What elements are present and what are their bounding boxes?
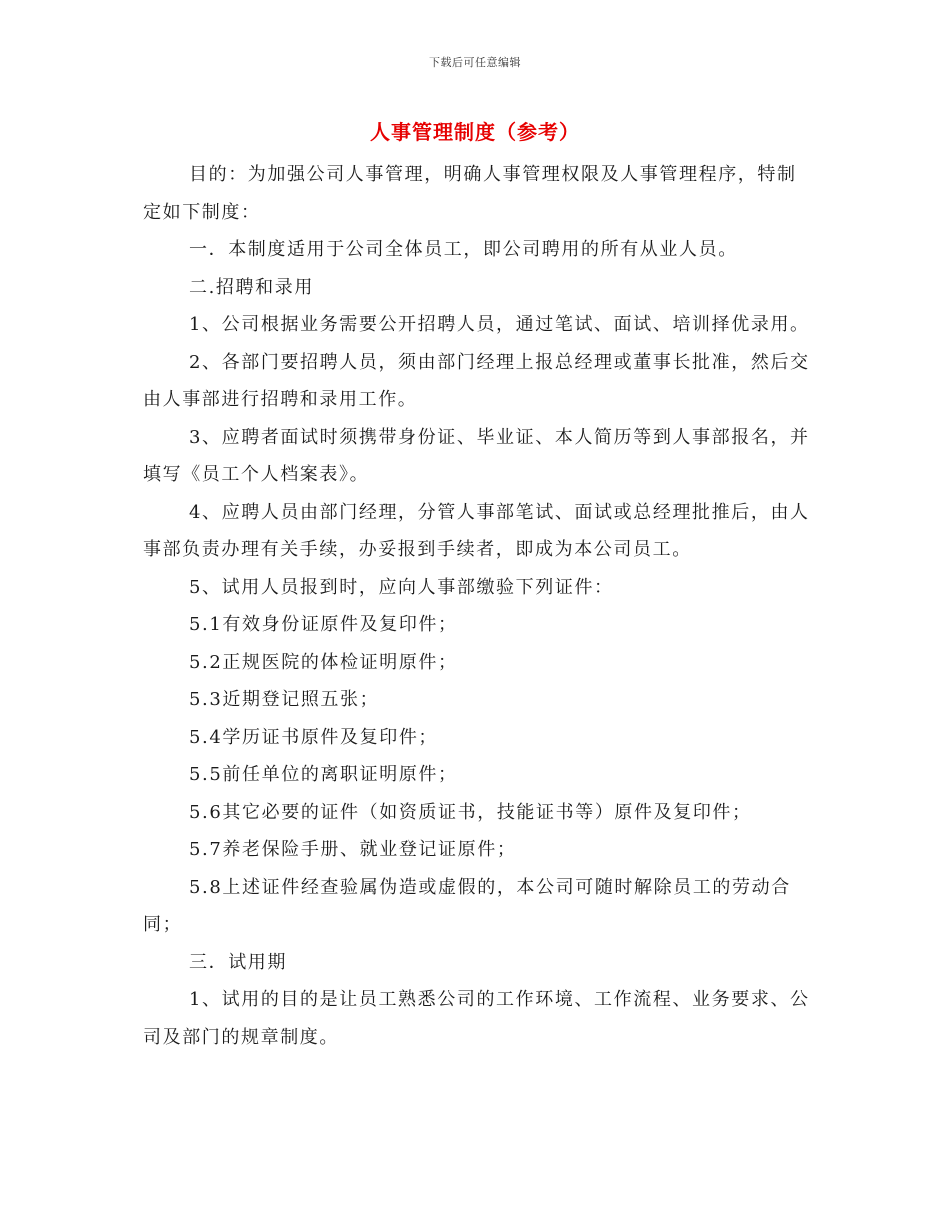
list-item-5-6: 5.6其它必要的证件（如资质证书，技能证书等）原件及复印件； (189, 801, 752, 823)
list-item-5-5: 5.5前任单位的离职证明原件； (189, 764, 458, 785)
document-body (143, 156, 815, 1056)
heading-probation: 三．试用期 (189, 951, 287, 973)
header-note: 下载后可任意编辑 (429, 56, 521, 69)
list-item-5-8: 5.8上述证件经查验属伪造或虚假的，本公司可随时解除员工的劳动合同； (143, 876, 791, 935)
paragraph-recruit-4: 4、应聘人员由部门经理，分管人事部笔试、面试或总经理批推后，由人事部负责办理有关手续，办妥报到手续者，即成为本公司员工。 (143, 501, 810, 560)
paragraph-recruit-5: 5、试用人员报到时，应向人事部缴验下列证件： (189, 576, 614, 598)
list-item-5-4: 5.4学历证书原件及复印件； (189, 726, 439, 748)
paragraph-recruit-1: 1、公司根据业务需要公开招聘人员，通过笔试、面试、培训择优录用。 (189, 314, 810, 335)
paragraph-probation-1: 1、试用的目的是让员工熟悉公司的工作环境、工作流程、业务要求、公司及部门的规章制度。 (143, 989, 810, 1048)
list-item-5-2: 5.2正规医院的体检证明原件； (189, 651, 458, 673)
list-item-5-3: 5.3近期登记照五张； (189, 689, 380, 710)
paragraph-recruit-3: 3、应聘者面试时须携带身份证、毕业证、本人简历等到人事部报名，并填写《员工个人档案表》。 (143, 426, 810, 485)
paragraph-recruit-2: 2、各部门要招聘人员，须由部门经理上报总经理或董事长批准，然后交由人事部进行招聘和录用工作。 (143, 351, 810, 410)
list-item-5-7: 5.7养老保险手册、就业登记证原件； (189, 839, 517, 860)
paragraph-purpose: 目的：为加强公司人事管理，明确人事管理权限及人事管理程序，特制定如下制度： (143, 164, 797, 223)
document-title: 人事管理制度（参考） (370, 120, 580, 144)
paragraph-section-1: 一．本制度适用于公司全体员工，即公司聘用的所有从业人员。 (189, 239, 738, 260)
heading-recruitment: 二.招聘和录用 (189, 276, 314, 298)
list-item-5-1: 5.1有效身份证原件及复印件； (189, 614, 458, 635)
